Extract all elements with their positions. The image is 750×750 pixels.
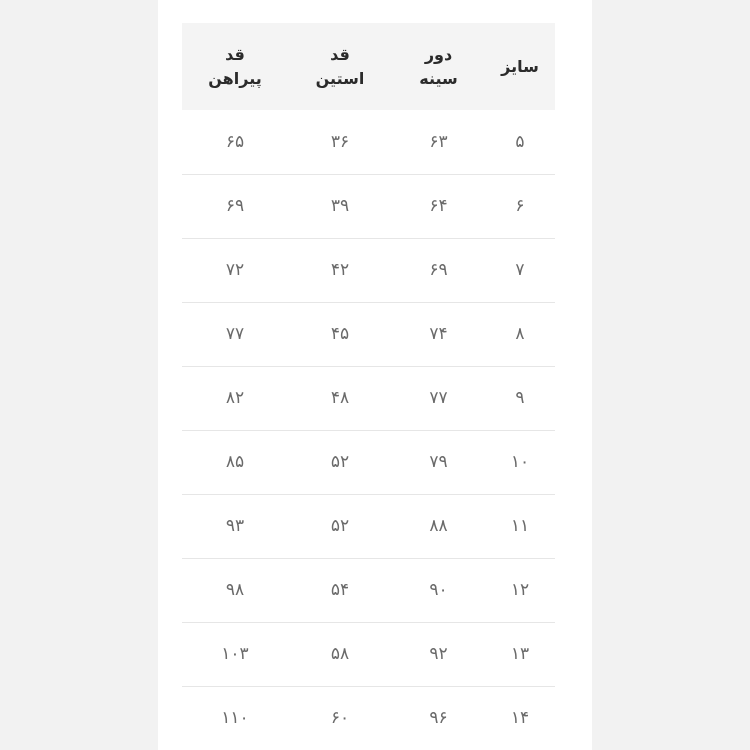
cell-shirt-length: ۱۱۰ [182,686,288,750]
cell-chest: ۶۳ [429,131,448,152]
cell-chest: ۷۷ [392,366,485,430]
cell-shirt-length: ۷۲ [182,238,288,302]
header-sleeve-length: قد استین [315,44,365,88]
cell-size: ۱۴ [485,686,555,750]
table-row [182,110,555,174]
cell-shirt-length: ۹۸ [182,558,288,622]
table-header-row [182,23,555,110]
header-shirt-length: قد پیراهن [208,44,262,88]
table-row [182,494,555,558]
cell-size: ۵ [515,131,525,152]
cell-sleeve-length: ۴۵ [288,302,392,366]
cell-sleeve-length: ۳۹ [288,174,392,238]
cell-sleeve-length: ۵۸ [288,622,392,686]
header-chest: دور سینه [419,44,458,88]
cell-shirt-length: ۶۹ [182,174,288,238]
cell-shirt-length: ۸۵ [182,430,288,494]
table-row [182,366,555,430]
cell-sleeve-length: ۵۲ [288,494,392,558]
cell-chest: ۶۹ [392,238,485,302]
cell-sleeve-length: ۵۲ [288,430,392,494]
cell-shirt-length: ۷۷ [182,302,288,366]
cell-size: ۱۳ [485,622,555,686]
cell-size: ۱۱ [485,494,555,558]
size-chart-card [158,0,592,750]
cell-size: ۱۲ [485,558,555,622]
cell-chest: ۹۶ [392,686,485,750]
cell-sleeve-length: ۳۶ [330,131,350,152]
table-row [182,558,555,622]
cell-size: ۱۰ [485,430,555,494]
table-row [182,238,555,302]
cell-shirt-length: ۱۰۳ [182,622,288,686]
cell-chest: ۷۹ [392,430,485,494]
cell-chest: ۸۸ [392,494,485,558]
cell-shirt-length: ۶۵ [225,131,245,152]
cell-sleeve-length: ۶۰ [288,686,392,750]
cell-shirt-length: ۸۲ [182,366,288,430]
table-row [182,686,555,750]
cell-shirt-length: ۹۳ [182,494,288,558]
cell-chest: ۷۴ [392,302,485,366]
cell-chest: ۹۲ [392,622,485,686]
cell-sleeve-length: ۴۲ [288,238,392,302]
table-row [182,622,555,686]
size-chart-table [182,23,555,750]
table-row [182,302,555,366]
table-row [182,430,555,494]
header-size: سایز [501,56,539,76]
cell-size: ۶ [485,174,555,238]
cell-size: ۸ [485,302,555,366]
cell-chest: ۹۰ [392,558,485,622]
cell-sleeve-length: ۴۸ [288,366,392,430]
cell-size: ۹ [485,366,555,430]
table-row [182,174,555,238]
cell-chest: ۶۴ [392,174,485,238]
cell-sleeve-length: ۵۴ [288,558,392,622]
cell-size: ۷ [485,238,555,302]
